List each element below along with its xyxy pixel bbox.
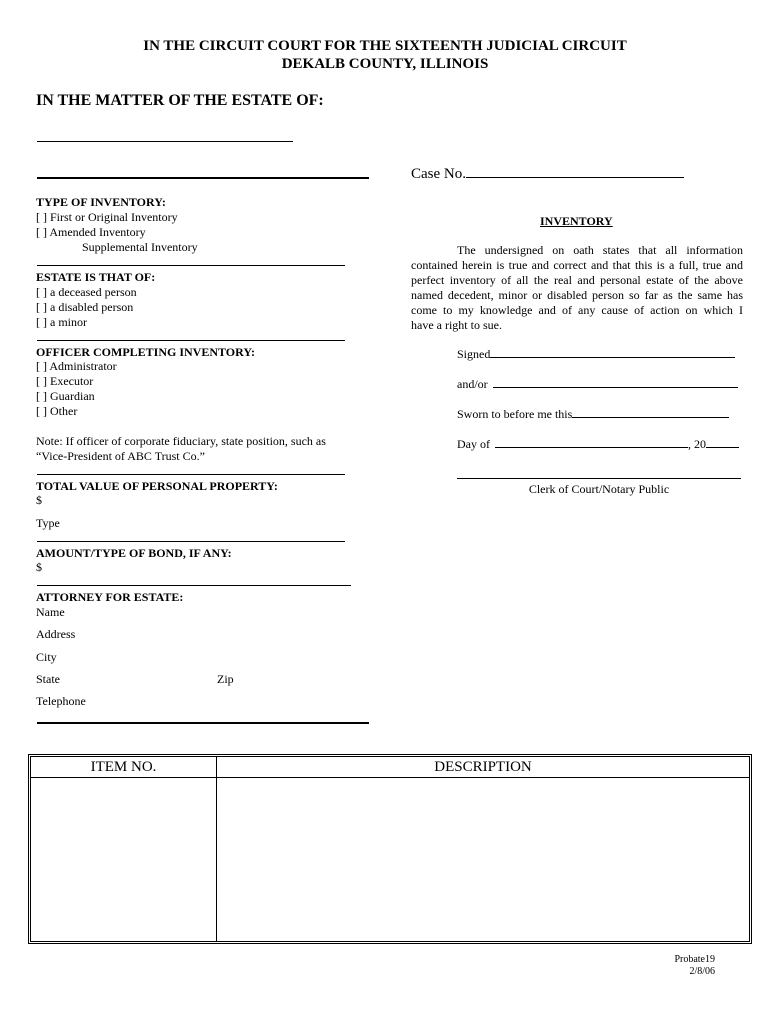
divider	[37, 177, 369, 179]
other-checkbox[interactable]: [ ] Other	[36, 404, 78, 418]
day-of-field[interactable]	[457, 437, 739, 452]
andor-label: and/or	[457, 377, 488, 391]
form-date: 2/8/06	[689, 966, 715, 977]
attorney-title: ATTORNEY FOR ESTATE:	[36, 590, 184, 604]
year-label: , 20	[688, 437, 706, 451]
minor-checkbox[interactable]: [ ] a minor	[36, 315, 87, 329]
attorney-telephone-field[interactable]: Telephone	[36, 694, 86, 708]
note-line2: “Vice-President of ABC Trust Co.”	[36, 449, 205, 463]
bond-title: AMOUNT/TYPE OF BOND, IF ANY:	[36, 546, 232, 560]
court-header-line1: IN THE CIRCUIT COURT FOR THE SIXTEENTH JUDICIAL CIRCUIT	[143, 38, 627, 54]
oath-line: come to my knowledge and of any cause of action on which I	[411, 303, 743, 317]
attorney-state-field[interactable]: State	[36, 672, 60, 686]
sworn-field[interactable]	[457, 407, 729, 422]
sworn-label: Sworn to before me this	[457, 407, 573, 421]
attorney-address-field[interactable]: Address	[36, 627, 76, 641]
oath-line: have a right to sue.	[411, 318, 502, 332]
table-header-description: DESCRIPTION	[434, 759, 532, 775]
disabled-person-checkbox[interactable]: [ ] a disabled person	[36, 300, 134, 314]
oath-line: The undersigned on oath states that all information	[457, 243, 743, 257]
amended-inventory-checkbox[interactable]: [ ] Amended Inventory	[36, 225, 146, 239]
table-header-item-no: ITEM NO.	[90, 759, 157, 775]
personal-property-type-field[interactable]: Type	[36, 516, 60, 530]
divider	[37, 340, 345, 341]
executor-checkbox[interactable]: [ ] Executor	[36, 374, 94, 388]
estate-matter-title: IN THE MATTER OF THE ESTATE OF:	[36, 92, 324, 109]
divider	[37, 585, 351, 586]
signed-blank[interactable]	[490, 357, 735, 358]
case-no-label: Case No.	[411, 166, 466, 182]
guardian-checkbox[interactable]: [ ] Guardian	[36, 389, 95, 403]
estate-name-field[interactable]	[37, 141, 293, 142]
form-footer	[640, 954, 715, 978]
attorney-zip-field[interactable]: Zip	[217, 672, 234, 686]
administrator-checkbox[interactable]: [ ] Administrator	[36, 359, 117, 373]
officer-title: OFFICER COMPLETING INVENTORY:	[36, 345, 255, 359]
divider	[37, 265, 345, 266]
note-line1: Note: If officer of corporate fiduciary, state position, such as	[36, 434, 326, 448]
description-cell[interactable]	[217, 778, 749, 941]
case-no-field[interactable]	[411, 166, 684, 183]
attorney-name-field[interactable]: Name	[36, 605, 65, 619]
inventory-oath-paragraph	[411, 243, 743, 333]
bond-amount-field[interactable]: $	[36, 560, 42, 574]
inventory-title: INVENTORY	[540, 214, 613, 228]
personal-property-title: TOTAL VALUE OF PERSONAL PROPERTY:	[36, 479, 278, 493]
item-no-cell[interactable]	[31, 778, 216, 941]
attorney-city-field[interactable]: City	[36, 650, 57, 664]
andor-field[interactable]	[457, 377, 738, 392]
oath-line: contained herein is true and correct and that this is a full, true and	[411, 258, 743, 272]
divider	[37, 474, 345, 475]
deceased-person-checkbox[interactable]: [ ] a deceased person	[36, 285, 137, 299]
signed-label: Signed	[457, 347, 491, 361]
inventory-table	[30, 756, 750, 942]
andor-blank[interactable]	[493, 387, 738, 388]
court-header-line2: DEKALB COUNTY, ILLINOIS	[281, 56, 489, 72]
oath-line: named decedent, minor or disabled person so far as the same has	[411, 288, 743, 302]
year-blank[interactable]	[706, 447, 739, 448]
signed-field[interactable]	[457, 347, 735, 362]
sworn-blank[interactable]	[572, 417, 729, 418]
case-no-blank[interactable]	[466, 177, 684, 178]
divider	[37, 541, 345, 542]
first-inventory-checkbox[interactable]: [ ] First or Original Inventory	[36, 210, 178, 224]
day-of-blank[interactable]	[495, 447, 688, 448]
supplemental-inventory-option[interactable]: Supplemental Inventory	[82, 240, 198, 254]
form-id: Probate19	[674, 954, 715, 965]
day-of-label: Day of	[457, 437, 490, 451]
type-of-inventory-title: TYPE OF INVENTORY:	[36, 195, 166, 209]
clerk-signature-line[interactable]	[457, 478, 741, 479]
clerk-label: Clerk of Court/Notary Public	[528, 482, 670, 496]
estate-is-that-of-title: ESTATE IS THAT OF:	[36, 270, 156, 284]
oath-line: perfect inventory of all the real and personal estate of the above	[411, 273, 743, 287]
divider	[37, 722, 369, 724]
personal-property-amount-field[interactable]: $	[36, 493, 42, 507]
